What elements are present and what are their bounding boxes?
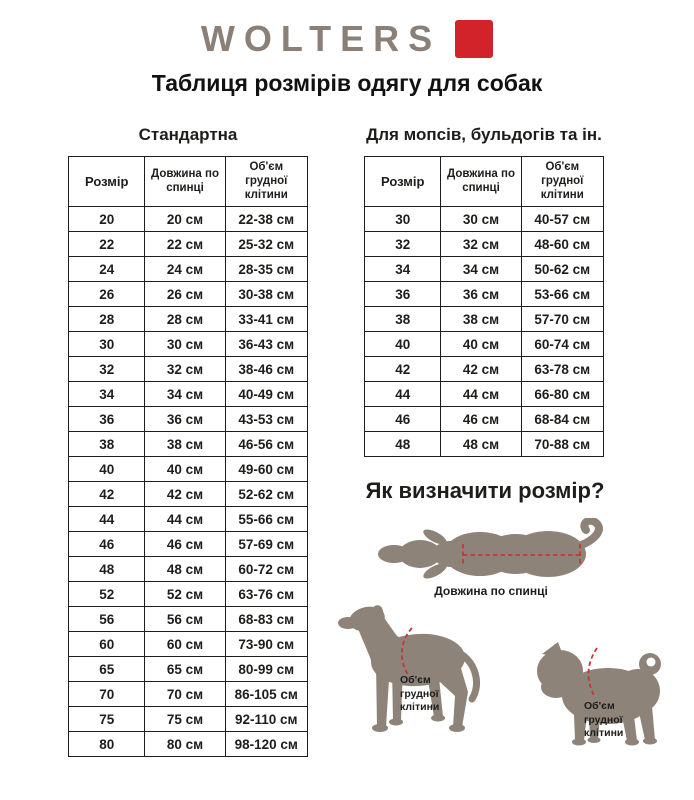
table-cell: 44: [69, 507, 145, 532]
table-cell: 28-35 см: [225, 257, 307, 282]
table-cell: 36: [69, 407, 145, 432]
table-cell: 48 см: [145, 557, 225, 582]
table-cell: 42 см: [145, 482, 225, 507]
table-cell: 63-76 см: [225, 582, 307, 607]
table-cell: 44 см: [441, 382, 521, 407]
table-row: [365, 357, 604, 382]
dog-top-view-silhouette: [376, 518, 606, 590]
table-cell: 80-99 см: [225, 657, 307, 682]
table-cell: 48 см: [441, 432, 521, 457]
table-cell: 75: [69, 707, 145, 732]
table-cell: 42 см: [441, 357, 521, 382]
table-cell: 24 см: [145, 257, 225, 282]
table-cell: 30: [69, 332, 145, 357]
table-header-row: [365, 157, 604, 207]
table-cell: 30: [365, 207, 441, 232]
table-row: [69, 682, 308, 707]
table-cell: 20 см: [145, 207, 225, 232]
table-row: [69, 257, 308, 282]
table-cell: 38: [365, 307, 441, 332]
table-cell: 22: [69, 232, 145, 257]
table-cell: 38 см: [145, 432, 225, 457]
table-cell: 40-49 см: [225, 382, 307, 407]
table-cell: 92-110 см: [225, 707, 307, 732]
table-cell: 32: [69, 357, 145, 382]
table-cell: 49-60 см: [225, 457, 307, 482]
table-cell: 40-57 см: [521, 207, 603, 232]
table-cell: 40 см: [145, 457, 225, 482]
table-cell: 75 см: [145, 707, 225, 732]
table-cell: 38-46 см: [225, 357, 307, 382]
table-cell: 44 см: [145, 507, 225, 532]
col-header-chest: Об'єм грудної клітини: [225, 157, 307, 207]
table-cell: 80: [69, 732, 145, 757]
table-cell: 40: [365, 332, 441, 357]
table-cell: 80 см: [145, 732, 225, 757]
table-cell: 30 см: [441, 207, 521, 232]
table-row: [365, 407, 604, 432]
table-cell: 86-105 см: [225, 682, 307, 707]
table-row: [69, 232, 308, 257]
table-cell: 24: [69, 257, 145, 282]
table-cell: 48-60 см: [521, 232, 603, 257]
col-header-size: Розмір: [69, 157, 145, 207]
brand-logo: [0, 20, 694, 58]
table-cell: 70-88 см: [521, 432, 603, 457]
table-cell: 70 см: [145, 682, 225, 707]
table-header-row: [69, 157, 308, 207]
chest-girth-label: [400, 674, 439, 715]
table-cell: 26: [69, 282, 145, 307]
table-cell: 38 см: [441, 307, 521, 332]
table-row: [69, 707, 308, 732]
table-cell: 33-41 см: [225, 307, 307, 332]
chest-label-line: грудної: [584, 713, 623, 726]
chest-label-line: Об'єм: [584, 700, 615, 712]
table-cell: 46: [365, 407, 441, 432]
table-cell: 50-62 см: [521, 257, 603, 282]
table-cell: 57-70 см: [521, 307, 603, 332]
table-row: [365, 207, 604, 232]
table-cell: 36 см: [145, 407, 225, 432]
table-row: [69, 557, 308, 582]
table-row: [365, 257, 604, 282]
table-cell: 34: [365, 257, 441, 282]
table-row: [69, 657, 308, 682]
table-cell: 25-32 см: [225, 232, 307, 257]
table-cell: 44: [365, 382, 441, 407]
chest-label-line: грудної: [400, 687, 439, 700]
col-header-chest: Об'єм грудної клітини: [521, 157, 603, 207]
col-header-back-length: Довжина по спинці: [145, 157, 225, 207]
table-cell: 48: [365, 432, 441, 457]
table-row: [69, 507, 308, 532]
table-cell: 40: [69, 457, 145, 482]
table-row: [365, 432, 604, 457]
table-row: [69, 207, 308, 232]
chest-label-line: клітини: [400, 701, 440, 714]
table-row: [365, 232, 604, 257]
how-to-measure-section: [330, 478, 694, 800]
col-header-size: Розмір: [365, 157, 441, 207]
table-cell: 36 см: [441, 282, 521, 307]
table-row: [365, 307, 604, 332]
pug-size-table: [364, 156, 604, 457]
table-cell: 63-78 см: [521, 357, 603, 382]
table-cell: 48: [69, 557, 145, 582]
table-cell: 28 см: [145, 307, 225, 332]
table-cell: 66-80 см: [521, 382, 603, 407]
table-row: [69, 582, 308, 607]
table-row: [69, 382, 308, 407]
table-cell: 46: [69, 532, 145, 557]
pug-size-section: [364, 125, 604, 457]
table-cell: 70: [69, 682, 145, 707]
table-cell: 65: [69, 657, 145, 682]
chest-label-line: Об'єм: [400, 674, 431, 686]
col-header-back-length: Довжина по спинці: [441, 157, 521, 207]
table-cell: 32: [365, 232, 441, 257]
table-row: [69, 332, 308, 357]
table-cell: 34 см: [145, 382, 225, 407]
table-cell: 65 см: [145, 657, 225, 682]
standard-size-section: [68, 125, 308, 757]
table-cell: 30-38 см: [225, 282, 307, 307]
how-to-measure-title: Як визначити розмір?: [365, 478, 605, 503]
table-row: [69, 457, 308, 482]
table-cell: 68-83 см: [225, 607, 307, 632]
brand-red-square-icon: [455, 20, 493, 58]
table-cell: 30 см: [145, 332, 225, 357]
table-cell: 46 см: [441, 407, 521, 432]
dog-tail: [579, 521, 599, 546]
table-cell: 46-56 см: [225, 432, 307, 457]
table-row: [69, 407, 308, 432]
table-cell: 52-62 см: [225, 482, 307, 507]
table-cell: 56: [69, 607, 145, 632]
page-title: Таблиця розмірів одягу для собак: [151, 70, 543, 96]
table-row: [69, 432, 308, 457]
chest-girth-label: [584, 700, 623, 741]
table-cell: 26 см: [145, 282, 225, 307]
table-cell: 60-74 см: [521, 332, 603, 357]
table-cell: 22-38 см: [225, 207, 307, 232]
table-cell: 20: [69, 207, 145, 232]
chest-label-line: клітини: [584, 727, 624, 740]
table-cell: 32 см: [441, 232, 521, 257]
table-cell: 53-66 см: [521, 282, 603, 307]
table-row: [69, 307, 308, 332]
table-cell: 42: [365, 357, 441, 382]
table-cell: 43-53 см: [225, 407, 307, 432]
table-row: [69, 282, 308, 307]
table-cell: 42: [69, 482, 145, 507]
table-cell: 36: [365, 282, 441, 307]
table-row: [69, 732, 308, 757]
brand-logo-text: WOLTERS: [200, 18, 442, 59]
table-cell: 57-69 см: [225, 532, 307, 557]
table-row: [69, 632, 308, 657]
standard-table-title: Стандартна: [138, 125, 238, 144]
standard-size-table: [68, 156, 308, 757]
table-cell: 28: [69, 307, 145, 332]
table-cell: 52: [69, 582, 145, 607]
table-cell: 32 см: [145, 357, 225, 382]
table-cell: 60 см: [145, 632, 225, 657]
table-row: [69, 357, 308, 382]
table-row: [69, 482, 308, 507]
pug-table-title: Для мопсів, бульдогів та ін.: [366, 125, 602, 144]
back-length-label: Довжина по спинці: [434, 584, 548, 598]
table-cell: 34: [69, 382, 145, 407]
table-row: [365, 382, 604, 407]
table-cell: 55-66 см: [225, 507, 307, 532]
table-cell: 34 см: [441, 257, 521, 282]
table-cell: 40 см: [441, 332, 521, 357]
table-row: [365, 332, 604, 357]
table-cell: 52 см: [145, 582, 225, 607]
table-cell: 73-90 см: [225, 632, 307, 657]
table-cell: 60-72 см: [225, 557, 307, 582]
table-cell: 38: [69, 432, 145, 457]
table-row: [69, 607, 308, 632]
table-row: [69, 532, 308, 557]
table-cell: 98-120 см: [225, 732, 307, 757]
table-cell: 46 см: [145, 532, 225, 557]
table-cell: 22 см: [145, 232, 225, 257]
table-cell: 36-43 см: [225, 332, 307, 357]
table-row: [365, 282, 604, 307]
table-cell: 68-84 см: [521, 407, 603, 432]
table-cell: 56 см: [145, 607, 225, 632]
table-cell: 60: [69, 632, 145, 657]
